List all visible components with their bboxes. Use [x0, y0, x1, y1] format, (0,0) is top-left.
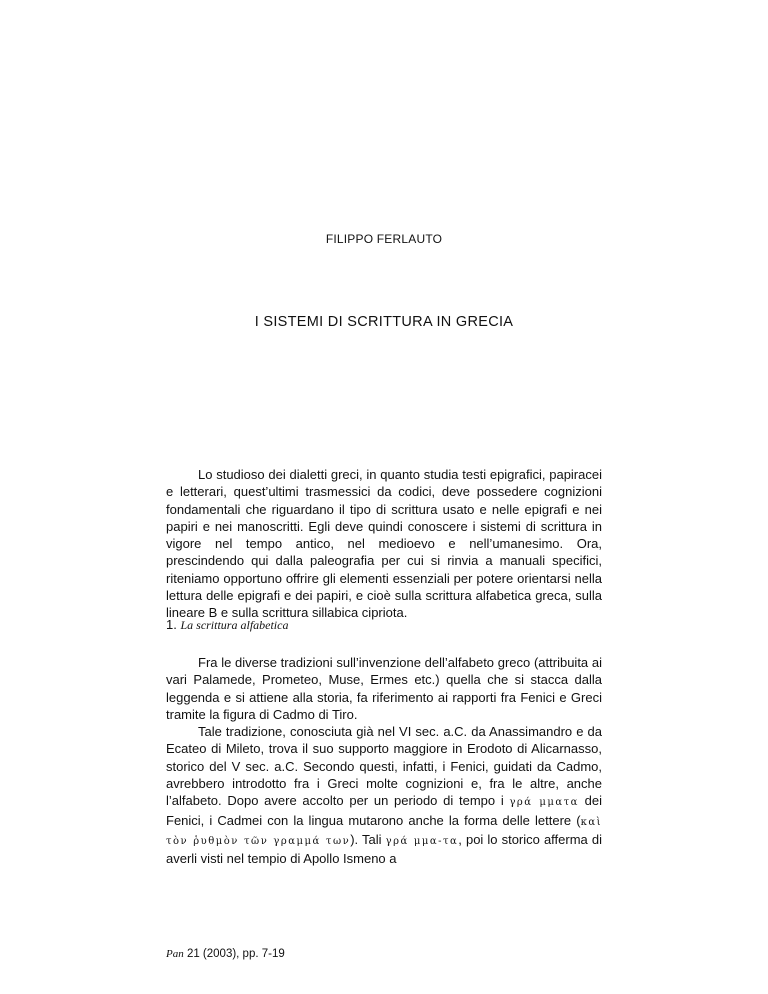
section-title: La scrittura alfabetica	[180, 618, 289, 632]
section-number: 1.	[166, 617, 177, 632]
paragraph-2-text-c: ). Tali	[350, 831, 382, 847]
journal-citation: 21 (2003), pp. 7-19	[186, 948, 285, 960]
author-name: FILIPPO FERLAUTO	[325, 232, 443, 246]
paragraph-2-text-a: Tale tradizione, conosciuta già nel VI sec. a.C. da Anassimandro e da Ecateo di Mileto, trova il suo supporto maggiore in Erodoto di Alicarnasso, storico del V sec. a.C. Secondo questi, infatti, i Fenici, guidati da Cadmo, avrebbero introdotto fra i Greci molte cognizioni e, fra le altre, anche l’alfabeto. Dopo avere accolto per un periodo di tempo i	[166, 724, 602, 809]
abstract-paragraph: Lo studioso dei dialetti greci, in quanto studia testi epigrafici, papiracei e letterari, quest’ultimi trasmessici da codici, deve possedere cognizioni fondamentali che riguardano il tipo di scrittura usato e nelle epigrafi e nei papiri e nei manoscritti. Egli deve quindi conoscere i sistemi di scrittura in vigore nel tempo antico, nel medioevo e nell’umanesimo. Ora, prescindendo qui dalla paleografia per cui si rinvia a manuali specifici, riteniamo opportuno offrire gli elementi essenziali per potere orientarsi nella lettura delle epigrafi e dei papiri, e cioè sulla scrittura alfabetica greca, sulla lineare B e sulla scrittura sillabica cipriota.	[166, 467, 602, 621]
page-footer	[166, 948, 285, 960]
paragraph-2-text-d: , poi lo storico afferma di averli visti nel tempio di Apollo Ismeno a	[166, 831, 602, 867]
greek-term-grammata-2: γρά μμα-τα	[385, 835, 459, 847]
paragraph-2-text-b: dei Fenici, i Cadmei con la lingua mutarono anche la forma delle lettere (	[166, 793, 602, 828]
article-title: I SISTEMI DI SCRITTURA IN GRECIA	[254, 314, 514, 330]
greek-term-grammata: γρά μματα	[509, 797, 579, 809]
greek-phrase-rhythmon: καὶ τὸν ῥυθμὸν τῶν γραμμά των	[166, 816, 602, 847]
paragraph-2	[166, 723, 602, 867]
paragraph-1: Fra le diverse tradizioni sull’invenzione dell’alfabeto greco (attribuita ai vari Palamede, Prometeo, Muse, Ermes etc.) quella che si stacca dalla leggenda e si attiene alla storia, fa riferimento ai rapporti fra Fenici e Greci tramite la figura di Cadmo di Tiro.	[166, 655, 602, 722]
body-text	[166, 654, 602, 868]
journal-name: Pan	[166, 948, 184, 960]
section-heading	[166, 617, 288, 633]
